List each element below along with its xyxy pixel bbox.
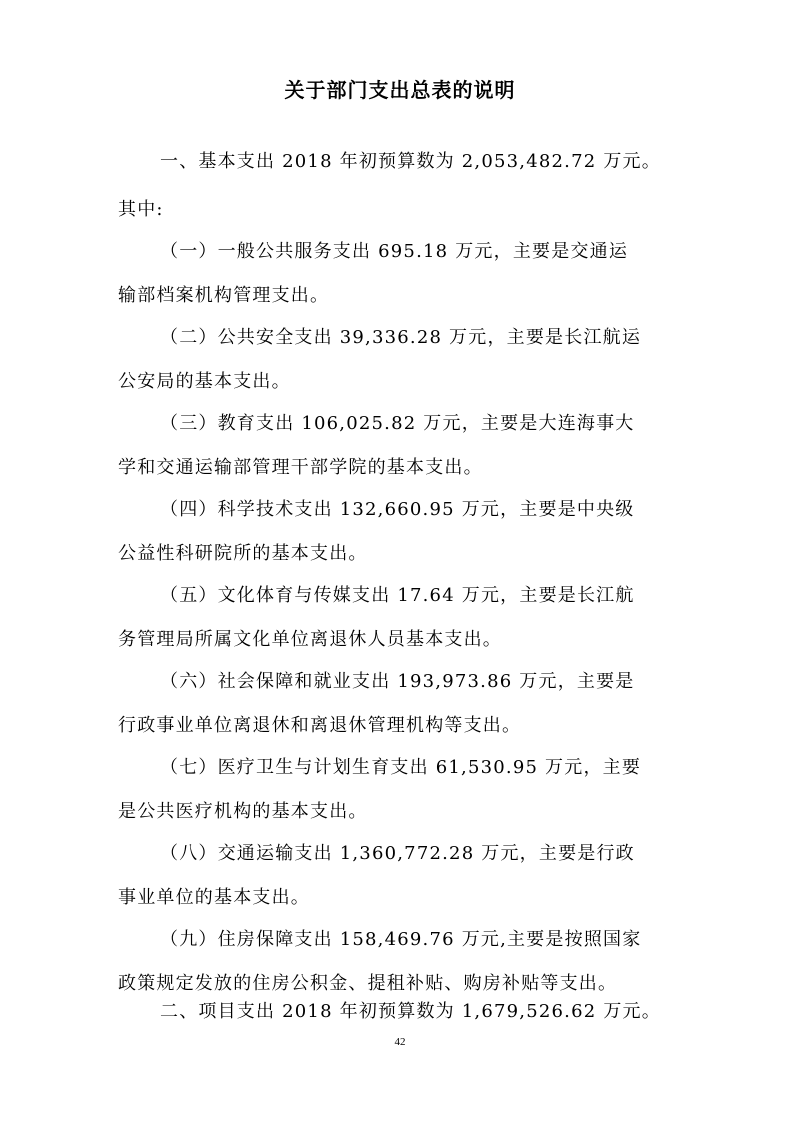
- paragraph-basic-expenditure: 一、基本支出 2018 年初预算数为 2,053,482.72 万元。: [160, 151, 661, 172]
- item-9-line-1: （九）住房保障支出 158,469.76 万元,主要是按照国家: [160, 929, 642, 950]
- paragraph-line: 其中:: [118, 199, 164, 220]
- paragraph-project-expenditure: 二、项目支出 2018 年初预算数为 1,679,526.62 万元。: [160, 1001, 661, 1022]
- item-8-line-2: 事业单位的基本支出。: [118, 887, 310, 908]
- item-5-line-1: （五）文化体育与传媒支出 17.64 万元，主要是长江航: [160, 585, 635, 606]
- item-7-line-1: （七）医疗卫生与计划生育支出 61,530.95 万元，主要: [160, 757, 642, 778]
- item-2-line-1: （二）公共安全支出 39,336.28 万元，主要是长江航运: [160, 327, 642, 348]
- item-1-line-1: （一）一般公共服务支出 695.18 万元，主要是交通运: [160, 241, 629, 262]
- item-6-line-2: 行政事业单位离退休和离退休管理机构等支出。: [118, 715, 522, 736]
- item-4-line-2: 公益性科研院所的基本支出。: [118, 543, 368, 564]
- item-3-line-1: （三）教育支出 106,025.82 万元，主要是大连海事大: [160, 413, 635, 434]
- item-3-line-2: 学和交通运输部管理干部学院的基本支出。: [118, 457, 483, 478]
- item-7-line-2: 是公共医疗机构的基本支出。: [118, 801, 368, 822]
- item-4-line-1: （四）科学技术支出 132,660.95 万元，主要是中央级: [160, 499, 635, 520]
- item-2-line-2: 公安局的基本支出。: [118, 371, 291, 392]
- item-5-line-2: 务管理局所属文化单位离退休人员基本支出。: [118, 629, 502, 650]
- item-6-line-1: （六）社会保障和就业支出 193,973.86 万元，主要是: [160, 671, 635, 692]
- item-9-line-2: 政策规定发放的住房公积金、提租补贴、购房补贴等支出。: [118, 973, 618, 994]
- document-title: 关于部门支出总表的说明: [284, 78, 516, 102]
- page-number: 42: [394, 1036, 406, 1048]
- item-8-line-1: （八）交通运输支出 1,360,772.28 万元，主要是行政: [160, 843, 635, 864]
- item-1-line-2: 输部档案机构管理支出。: [118, 285, 330, 306]
